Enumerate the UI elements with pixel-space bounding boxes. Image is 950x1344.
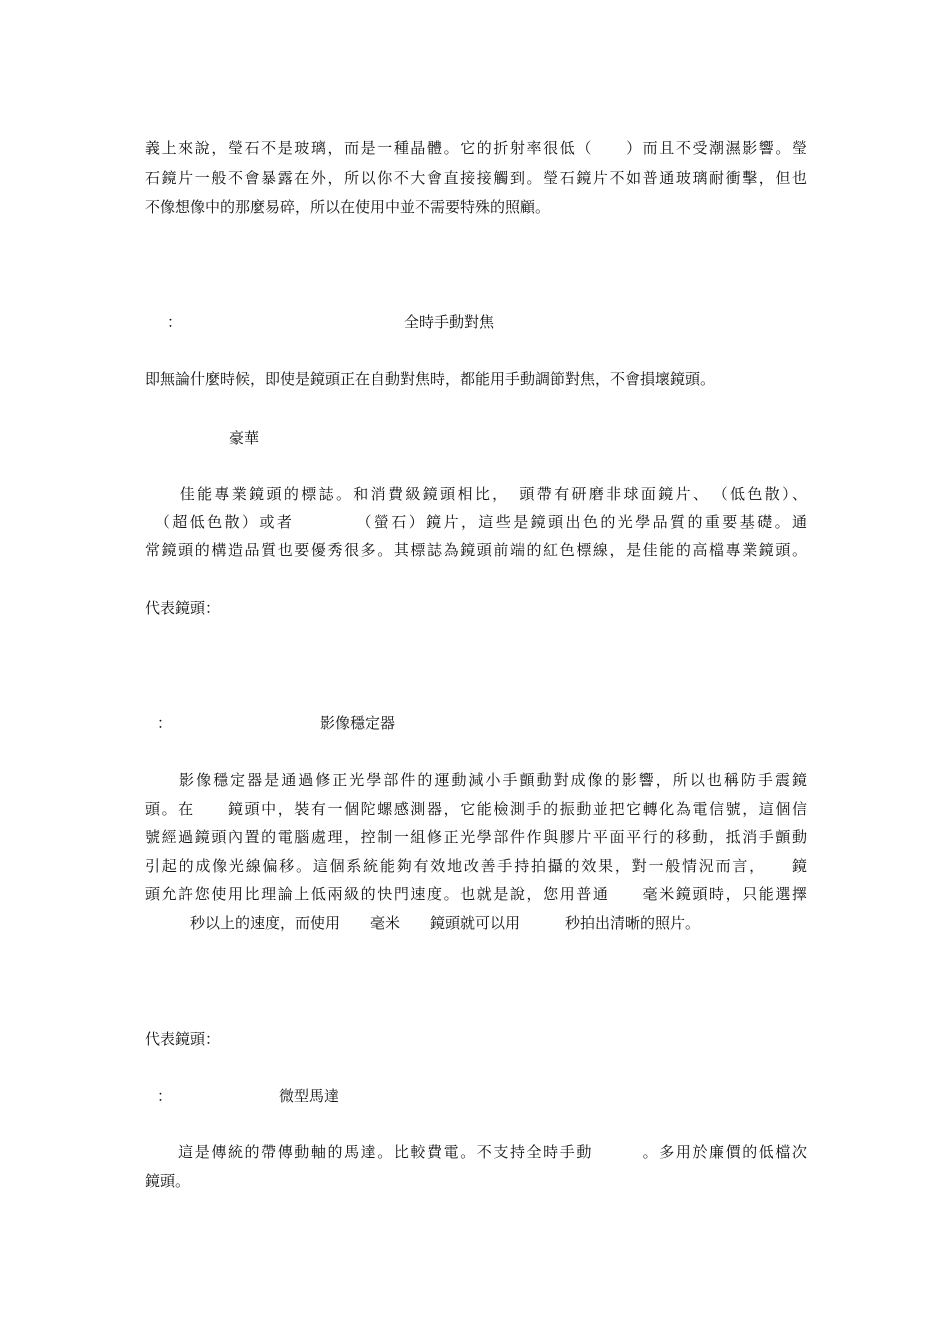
section-heading-luxury: 豪華 [229, 429, 260, 447]
paragraph-line: 即無論什麼時候，即使是鏡頭正在自動對焦時，都能用手動調節對焦，不會損壞鏡頭。 [145, 370, 716, 388]
paragraph-line: 頭允許您使用比理論上低兩級的快門速度。也就是說，您用普通 毫米鏡頭時，只能選擇 [145, 885, 807, 903]
paragraph-line: 鏡頭。 [145, 1172, 191, 1190]
paragraph-line: 引起的成像光線偏移。這個系統能夠有效地改善手持拍攝的效果，對一般情況而言， 鏡 [145, 857, 807, 875]
paragraph-line: 石鏡片一般不會暴露在外，所以你不大會直接接觸到。瑩石鏡片不如普通玻璃耐衝擊，但也 [145, 169, 807, 187]
paragraph-line: 不像想像中的那麼易碎，所以在使用中並不需要特殊的照顧。 [145, 198, 551, 216]
section-heading-ftm: 全時手動對焦 [404, 313, 495, 331]
heading-colon: ： [167, 313, 183, 331]
paragraph-line: 佳能專業鏡頭的標誌。和消費級鏡頭相比， 頭帶有研磨非球面鏡片、 （低色散）、 [145, 485, 807, 503]
paragraph-line: （超低色散）或者 （螢石）鏡片，這些是鏡頭出色的光學品質的重要基礎。通 [145, 513, 807, 531]
heading-colon: ： [157, 714, 173, 732]
heading-colon: ： [157, 1087, 173, 1105]
paragraph-line: 義上來說，瑩石不是玻璃，而是一種晶體。它的折射率很低（ ）而且不受潮濕影響。瑩 [145, 139, 807, 157]
paragraph-line: 常鏡頭的構造品質也要優秀很多。其標誌為鏡頭前端的紅色標線，是佳能的高檔專業鏡頭。 [145, 541, 807, 559]
representative-lens-label: 代表鏡頭： [145, 599, 221, 617]
paragraph-line: 號經過鏡頭內置的電腦處理，控制一組修正光學部件作與膠片平面平行的移動，抵消手顫動 [145, 828, 807, 846]
paragraph-line: 影像穩定器是通過修正光學部件的運動減小手顫動對成像的影響，所以也稱防手震鏡 [145, 771, 807, 789]
paragraph-line: 這是傳統的帶傳動軸的馬達。比較費電。不支持全時手動 。多用於廉價的低檔次 [145, 1143, 807, 1161]
section-heading-is: 影像穩定器 [320, 714, 396, 732]
paragraph-line: 秒以上的速度，而使用 毫米 鏡頭就可以用 秒拍出清晰的照片。 [145, 914, 701, 932]
paragraph-line: 頭。在 鏡頭中，裝有一個陀螺感測器，它能檢測手的振動並把它轉化為電信號，這個信 [145, 800, 807, 818]
section-heading-micro-motor: 微型馬達 [279, 1087, 340, 1105]
representative-lens-label: 代表鏡頭： [145, 1030, 221, 1048]
